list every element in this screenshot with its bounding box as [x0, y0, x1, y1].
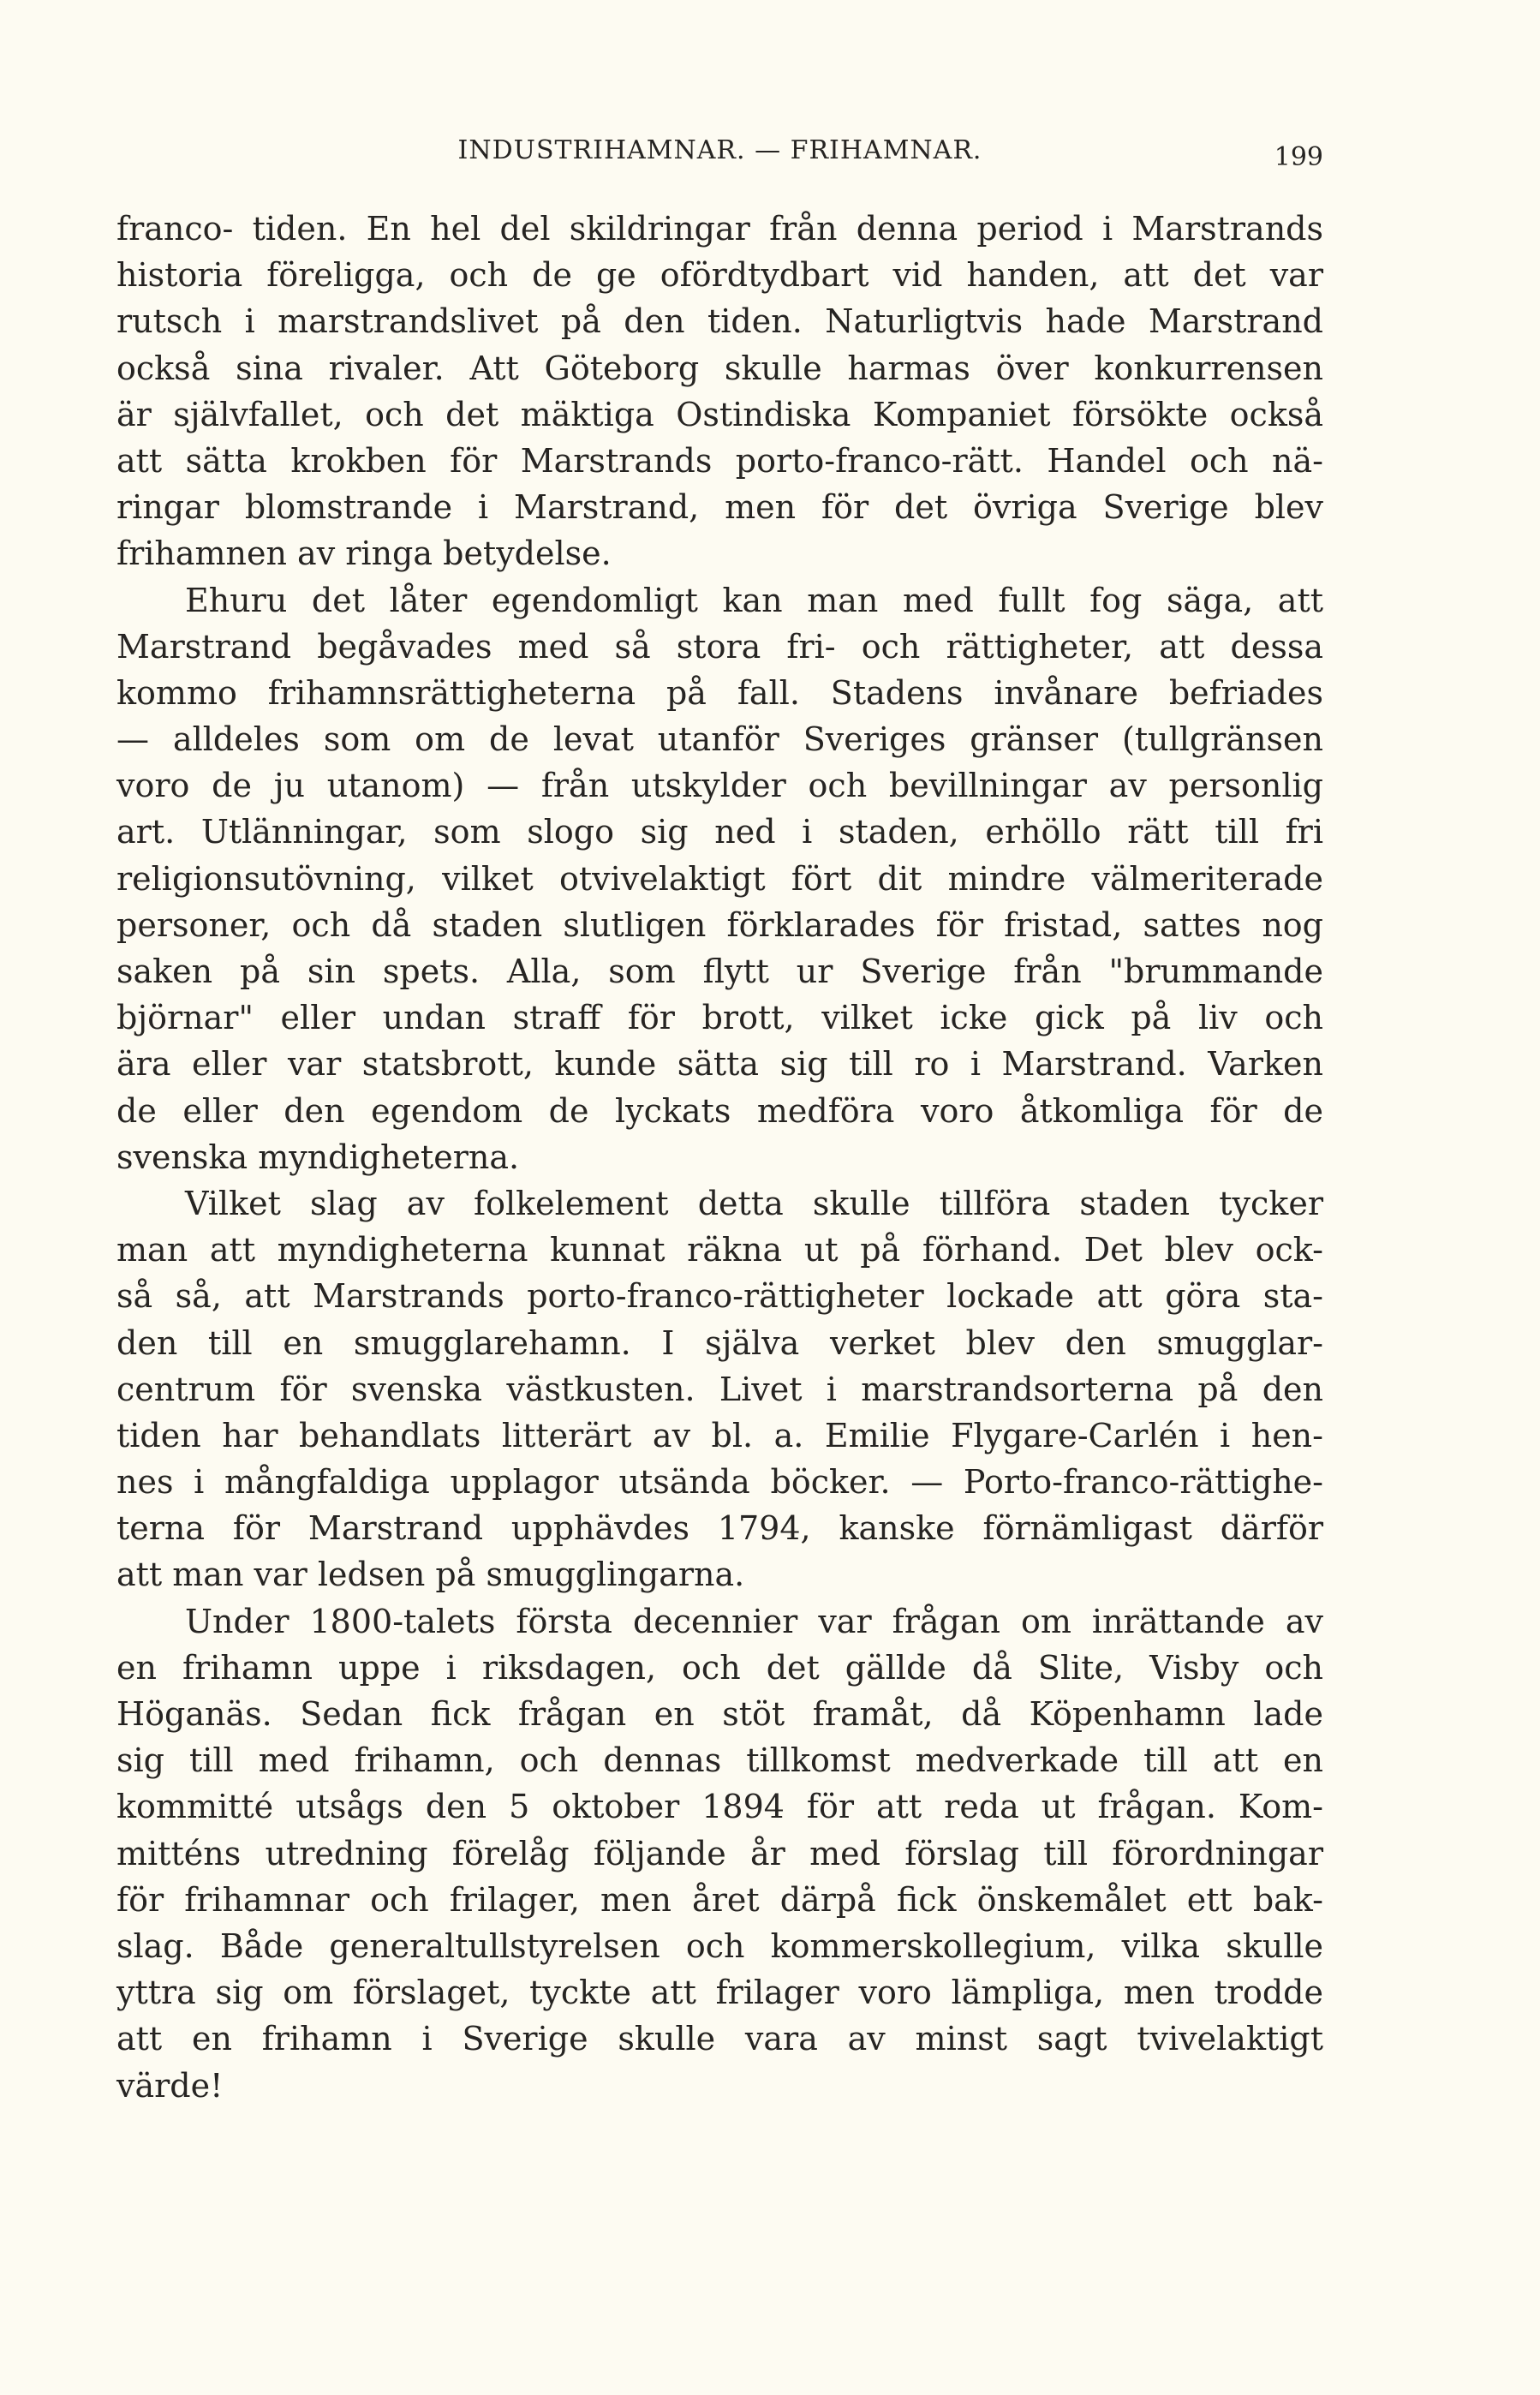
text-line: franco- tiden. En hel del skildringar från denna period i Marstrands — [116, 210, 1323, 248]
text-line: frihamnen av ringa betydelse. — [116, 535, 612, 573]
text-line: så så, att Marstrands porto-franco-rättigheter lockade att göra sta- — [116, 1277, 1323, 1316]
text-line: centrum för svenska västkusten. Livet i marstrandsorterna på den — [116, 1370, 1323, 1408]
text-line: är självfallet, och det mäktiga Ostindiska Kompaniet försökte också — [116, 395, 1323, 433]
text-line: art. Utlänningar, som slogo sig ned i staden, erhöllo rätt till fri — [116, 813, 1323, 851]
text-line: Under 1800-talets första decennier var frågan om inrättande av — [185, 1602, 1323, 1640]
text-line: Marstrand begåvades med så stora fri- och rättigheter, att dessa — [116, 627, 1323, 666]
paragraph — [116, 577, 1323, 1180]
text-line: terna för Marstrand upphävdes 1794, kanske förnämligast därför — [116, 1509, 1323, 1548]
text-line: — alldeles som om de levat utanför Sveriges gränser (tullgränsen — [116, 720, 1323, 759]
paragraph — [116, 206, 1323, 577]
text-line: historia föreligga, och de ge ofördtydbart vid handen, att det var — [116, 256, 1323, 295]
text-line: att man var ledsen på smugglingarna. — [116, 1556, 745, 1594]
text-line: svenska myndigheterna. — [116, 1138, 520, 1176]
text-line: tiden har behandlats litterärt av bl. a. Emilie Flygare-Carlén i hen- — [116, 1416, 1323, 1454]
text-line: slag. Både generaltullstyrelsen och kommerskollegium, vilka skulle — [116, 1926, 1323, 1965]
running-title: INDUSTRIHAMNAR. — FRIHAMNAR. — [457, 135, 982, 165]
text-line: nes i mångfaldiga upplagor utsända böcker. — Porto-franco-rättighe- — [116, 1463, 1323, 1502]
text-line: saken på sin spets. Alla, som flytt ur Sverige från "brummande — [116, 953, 1323, 990]
text-line: Höganäs. Sedan fick frågan en stöt framåt, då Köpenhamn lade — [116, 1695, 1323, 1733]
text-line: värde! — [116, 2066, 224, 2105]
text-line: för frihamnar och frilager, men året därpå fick önskemålet ett bak- — [116, 1880, 1323, 1919]
body-text — [116, 206, 1323, 2109]
text-line: kommitté utsågs den 5 oktober 1894 för att reda ut frågan. Kom- — [116, 1788, 1323, 1826]
text-line: religionsutövning, vilket otvivelaktigt fört dit mindre välmeriterade — [116, 859, 1323, 898]
paragraph — [116, 1598, 1323, 2109]
text-line: en frihamn uppe i riksdagen, och det gällde då Slite, Visby och — [116, 1648, 1323, 1687]
text-line: de eller den egendom de lyckats medföra voro åtkomliga för de — [116, 1091, 1323, 1130]
text-line: voro de ju utanom) — från utskylder och bevillningar av personlig — [116, 767, 1323, 805]
page-number: 199 — [1274, 142, 1323, 172]
page-header — [116, 135, 1323, 173]
text-line: yttra sig om förslaget, tyckte att frilager voro lämpliga, men trodde — [116, 1974, 1323, 2012]
text-line: Vilket slag av folkelement detta skulle tillföra staden tycker — [185, 1184, 1323, 1222]
text-line: personer, och då staden slutligen förklarades för fristad, sattes nog — [116, 905, 1323, 944]
text-line: ära eller var statsbrott, kunde sätta sig till ro i Marstrand. Varken — [116, 1045, 1323, 1084]
text-line: man att myndigheterna kunnat räkna ut på förhand. Det blev ock- — [116, 1231, 1323, 1269]
text-line: också sina rivaler. Att Göteborg skulle harmas över konkurrensen — [116, 349, 1323, 387]
text-line: björnar" eller undan straff för brott, vilket icke gick på liv och — [116, 999, 1323, 1037]
text-line: rutsch i marstrandslivet på den tiden. Naturligtvis hade Marstrand — [116, 302, 1323, 341]
text-line: Ehuru det låter egendomligt kan man med fullt fog säga, att — [185, 581, 1323, 619]
text-line: ringar blomstrande i Marstrand, men för det övriga Sverige blev — [116, 488, 1323, 527]
text-line: sig till med frihamn, och dennas tillkomst medverkade till att en — [116, 1741, 1323, 1780]
text-line: mitténs utredning förelåg följande år med förslag till förordningar — [116, 1834, 1323, 1872]
text-line: kommo frihamnsrättigheterna på fall. Stadens invånare befriades — [116, 673, 1323, 712]
paragraph — [116, 1180, 1323, 1598]
text-line: den till en smugglarehamn. I själva verket blev den smugglar- — [116, 1323, 1323, 1362]
text-line: att en frihamn i Sverige skulle vara av minst sagt tvivelaktigt — [116, 2020, 1323, 2058]
text-line: att sätta krokben för Marstrands porto-franco-rätt. Handel och nä- — [116, 441, 1323, 480]
